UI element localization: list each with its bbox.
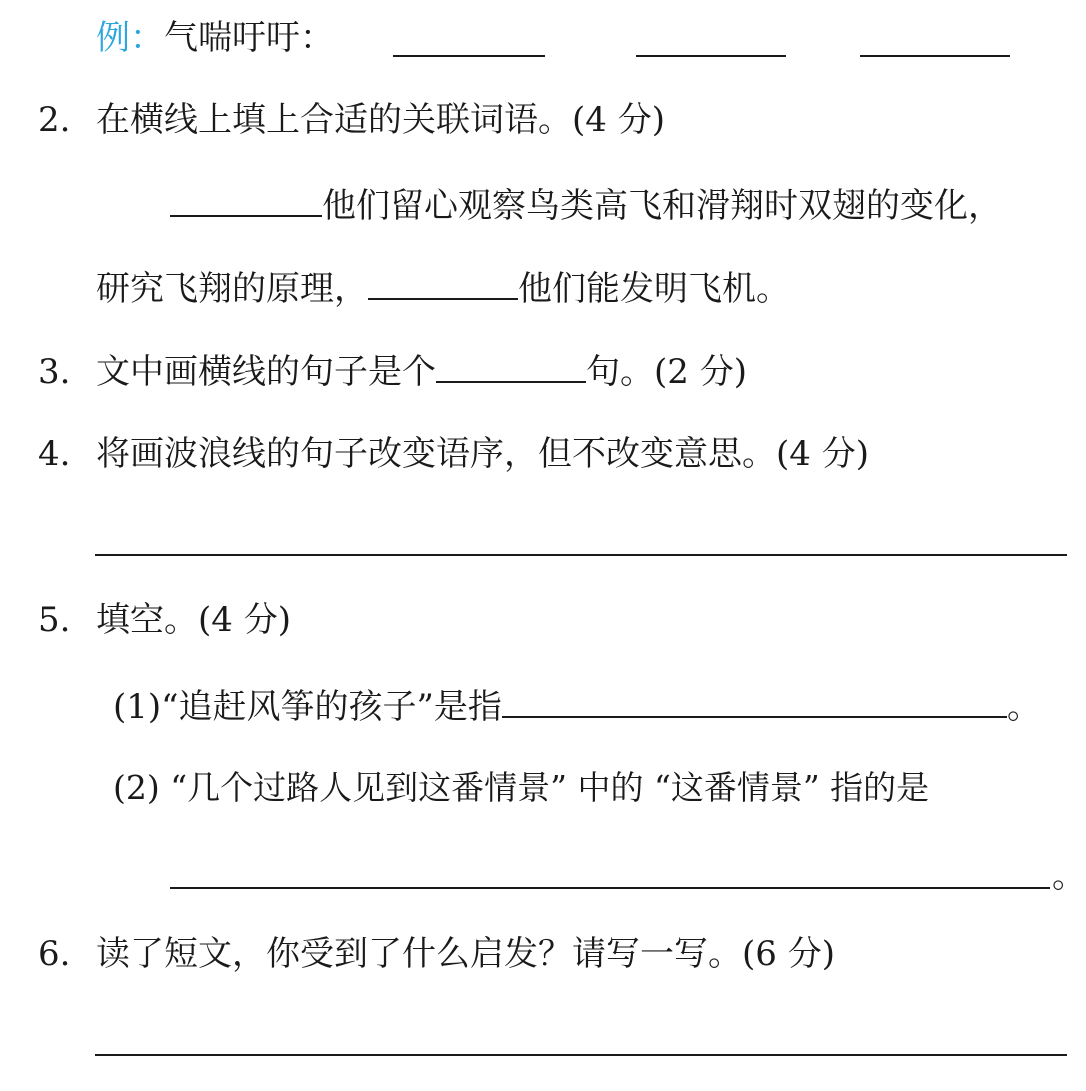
question-prompt: 填空。(4 分) — [96, 600, 291, 640]
q2-blank-2[interactable] — [368, 268, 518, 300]
question-number: 4. — [38, 434, 71, 474]
q2-line-1 — [170, 185, 1002, 226]
question-5 — [38, 600, 291, 640]
q5-sub2-period: 。 — [1052, 856, 1086, 896]
q3-after: 句。(2 分) — [586, 352, 747, 392]
q2-line2-before: 研究飞翔的原理， — [96, 269, 368, 309]
q5-sub1-text: (1)“追赶风筝的孩子”是指 — [113, 687, 502, 727]
question-prompt: 将画波浪线的句子改变语序，但不改变意思。(4 分) — [96, 434, 869, 474]
question-number: 2. — [38, 100, 71, 140]
q5-sub-2 — [113, 768, 929, 808]
question-number: 5. — [38, 600, 71, 640]
question-number: 6. — [38, 934, 71, 974]
q5-sub1-blank[interactable] — [502, 686, 1007, 718]
q5-sub2-answer-line[interactable] — [170, 887, 1050, 889]
q2-blank-1[interactable] — [170, 185, 322, 217]
question-6 — [38, 934, 835, 974]
q5-sub-1 — [113, 686, 1041, 727]
example-blank-3[interactable] — [860, 55, 1010, 57]
question-prompt: 在横线上填上合适的关联词语。(4 分) — [96, 100, 665, 140]
q5-sub1-period: 。 — [1006, 687, 1041, 727]
q2-line-2 — [96, 268, 790, 309]
example-label: 例 — [96, 18, 130, 58]
example-blank-2[interactable] — [636, 55, 786, 57]
q5-sub2-text: (2) “几个过路人见到这番情景” 中的 “这番情景” 指的是 — [113, 768, 930, 807]
example-word: 气喘吁吁： — [164, 18, 334, 58]
example-colon: ： — [130, 18, 164, 58]
question-prompt: 读了短文，你受到了什么启发？请写一写。(6 分) — [96, 934, 835, 974]
q4-answer-line[interactable] — [95, 554, 1067, 556]
q2-line2-after: 他们能发明飞机。 — [518, 269, 790, 309]
q3-blank[interactable] — [436, 351, 586, 383]
question-4 — [38, 434, 869, 474]
example-row — [96, 18, 334, 58]
example-blank-1[interactable] — [393, 55, 545, 57]
q2-line1-text: 他们留心观察鸟类高飞和滑翔时双翅的变化， — [322, 186, 1002, 226]
question-3 — [38, 351, 747, 392]
question-number: 3. — [38, 352, 71, 392]
q6-answer-line[interactable] — [95, 1054, 1067, 1056]
question-2 — [38, 100, 665, 140]
q3-before: 文中画横线的句子是个 — [96, 352, 436, 392]
